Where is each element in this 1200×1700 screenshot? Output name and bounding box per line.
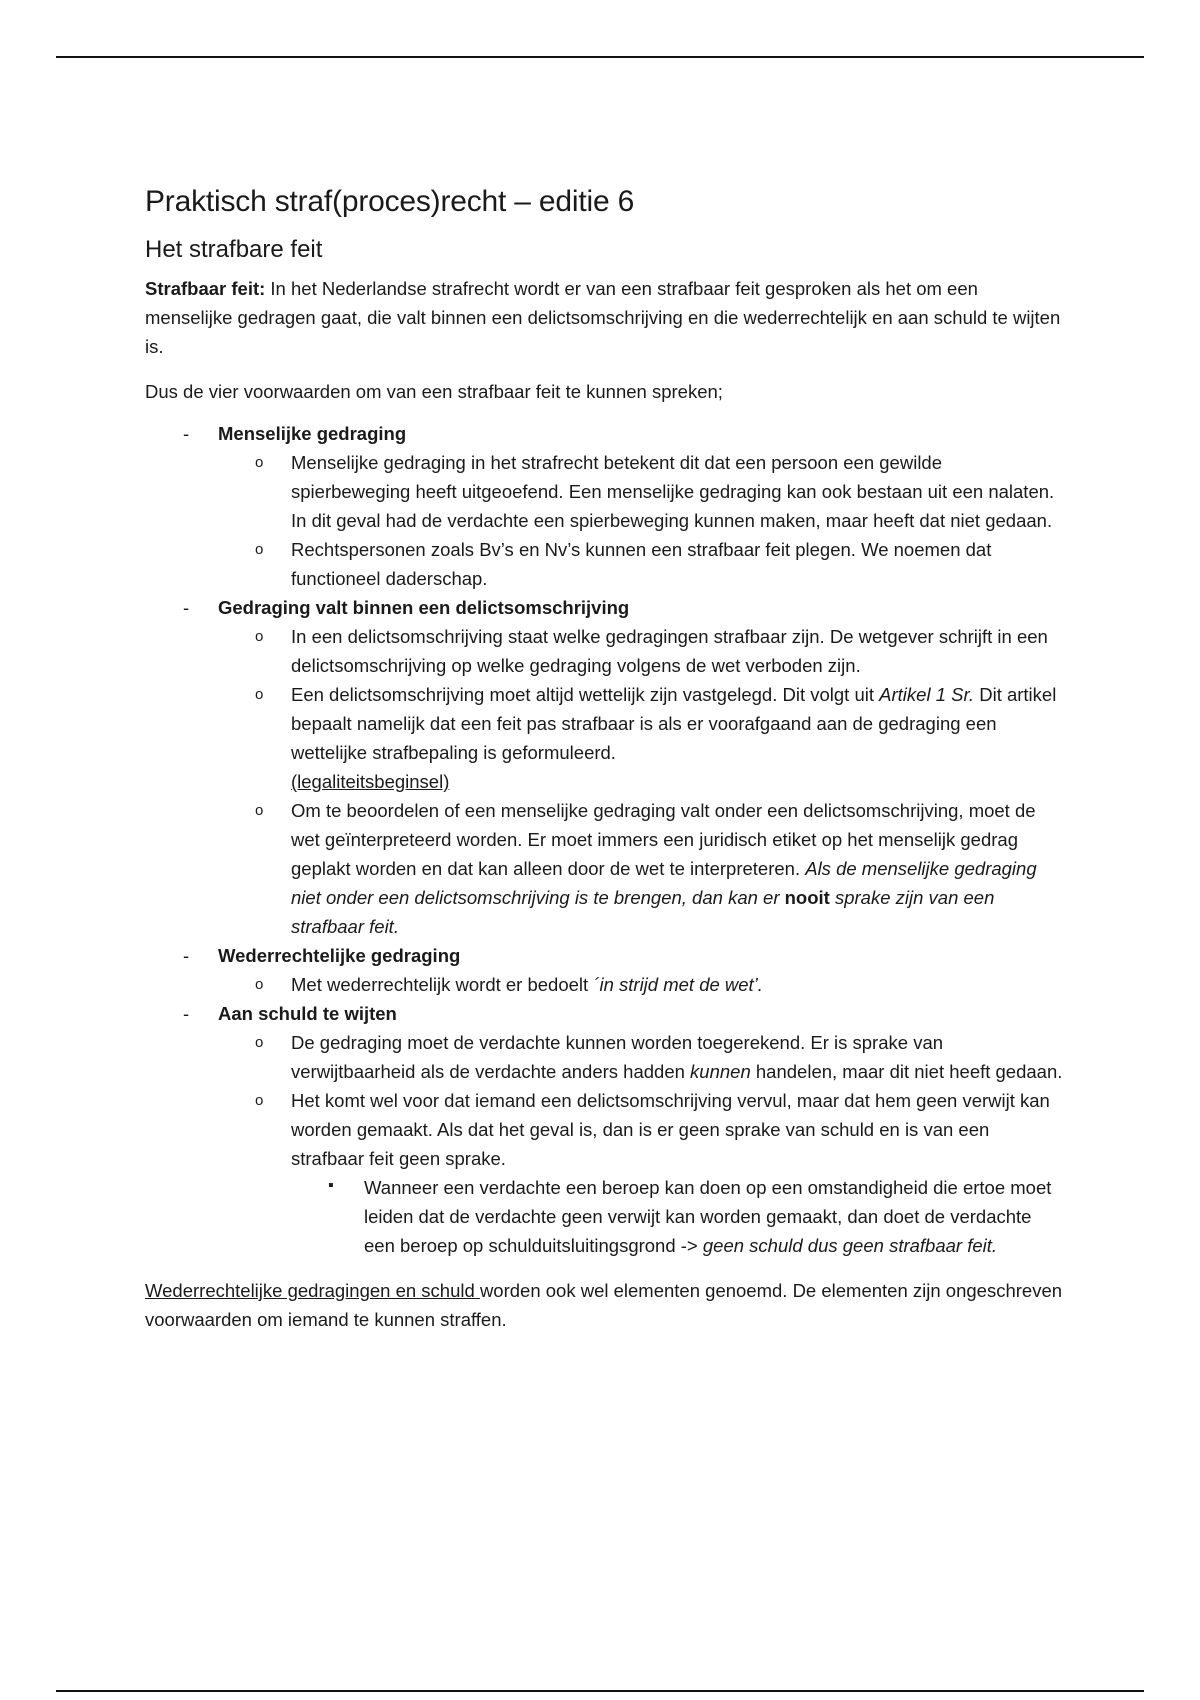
section-heading: Het strafbare feit	[145, 236, 323, 263]
point-text: De gedraging moet de verdachte kunnen worden toegerekend. Er is sprake van verwijtbaarheid als de verdachte anders hadden	[291, 1032, 944, 1082]
circle-bullet: o	[255, 541, 264, 558]
list-item	[145, 970, 1065, 999]
dash-bullet: -	[183, 1003, 190, 1024]
condition-label: Wederrechtelijke gedraging	[218, 945, 461, 966]
italic-text: ´in strijd met de wet’.	[593, 974, 763, 995]
point-text: Met wederrechtelijk wordt er bedoelt	[291, 974, 594, 995]
legality-principle: (legaliteitsbeginsel)	[291, 771, 450, 792]
list-item	[145, 1086, 1065, 1260]
list-item	[145, 593, 1065, 941]
list-item	[145, 535, 1065, 593]
list-item	[145, 622, 1065, 680]
definition-text: In het Nederlandse strafrecht wordt er van een strafbaar feit gesproken als het om een menselijke gedragen gaat, die valt binnen een delictsomschrijving en die wederrechtelijk en aan schuld te wijten is.	[145, 278, 1061, 357]
sub-list	[218, 970, 1065, 999]
footer-rule	[56, 1690, 1144, 1692]
point-text: handelen, maar dit niet heeft gedaan.	[750, 1061, 1063, 1082]
list-item	[145, 999, 1065, 1260]
header-rule	[56, 56, 1144, 58]
circle-bullet: o	[255, 1034, 264, 1051]
italic-text: kunnen	[690, 1061, 751, 1082]
list-item	[145, 941, 1065, 999]
list-item	[145, 419, 1065, 593]
circle-bullet: o	[255, 802, 264, 819]
sub-list	[218, 448, 1065, 593]
closing-underlined: Wederrechtelijke gedragingen en schuld	[145, 1280, 480, 1301]
closing-paragraph	[145, 1276, 1065, 1334]
point-text: Rechtspersonen zoals Bv’s en Nv’s kunnen een strafbaar feit plegen. We noemen dat functioneel daderschap.	[291, 539, 992, 589]
sub-list	[218, 622, 1065, 941]
dash-bullet: -	[183, 423, 190, 444]
emphasis-nooit: nooit	[784, 887, 830, 908]
point-text: In een delictsomschrijving staat welke gedragingen strafbaar zijn. De wetgever schrijft in een delictsomschrijving op welke gedraging volgens de wet verboden zijn.	[291, 626, 1048, 676]
definition-term: Strafbaar feit:	[145, 278, 266, 299]
list-item	[145, 1028, 1065, 1086]
condition-label: Aan schuld te wijten	[218, 1003, 397, 1024]
italic-part: Als de menselijke gedraging niet onder een delictsomschrijving is te brengen, dan kan er	[291, 858, 1037, 908]
italic-part: sprake zijn van een strafbaar feit.	[291, 887, 995, 937]
square-bullet: ▪	[328, 1177, 334, 1194]
circle-bullet: o	[255, 686, 264, 703]
point-text: Wanneer een verdachte een beroep kan doen op een omstandigheid die ertoe moet leiden dat de verdachte geen verwijt kan worden gemaakt, dan doet de verdachte een beroep op schulduitsluitingsgrond ->	[364, 1177, 1052, 1256]
circle-bullet: o	[255, 454, 264, 471]
list-item	[145, 796, 1065, 941]
circle-bullet: o	[255, 628, 264, 645]
point-text: Dit artikel bepaalt namelijk dat een feit pas strafbaar is als er voorafgaand aan de gedraging een wettelijke strafbepaling is geformuleerd.	[291, 684, 1057, 763]
condition-label: Menselijke gedraging	[218, 423, 407, 444]
list-item	[145, 680, 1065, 796]
conditions-list	[145, 419, 1065, 1260]
list-item	[145, 1173, 1065, 1260]
intro-paragraph: Dus de vier voorwaarden om van een strafbaar feit te kunnen spreken;	[145, 381, 723, 402]
italic-text: geen schuld dus geen strafbaar feit.	[702, 1235, 998, 1256]
condition-label: Gedraging valt binnen een delictsomschrijving	[218, 597, 630, 618]
circle-bullet: o	[255, 1092, 264, 1109]
dash-bullet: -	[183, 597, 190, 618]
point-text: Om te beoordelen of een menselijke gedraging valt onder een delictsomschrijving, moet de wet geïnterpreteerd worden. Er moet immers een juridisch etiket op het menselijk gedrag geplakt worden en dat kan alleen door de wet te interpreteren.	[291, 800, 1036, 879]
circle-bullet: o	[255, 976, 264, 993]
dash-bullet: -	[183, 945, 190, 966]
sub-sub-list	[291, 1173, 1065, 1260]
point-text: Een delictsomschrijving moet altijd wettelijk zijn vastgelegd. Dit volgt uit	[291, 684, 880, 705]
definition-paragraph	[145, 274, 1065, 361]
closing-text: worden ook wel elementen genoemd. De elementen zijn ongeschreven voorwaarden om iemand te kunnen straffen.	[145, 1280, 1063, 1330]
document-body	[145, 178, 1065, 1334]
point-text: Menselijke gedraging in het strafrecht betekent dit dat een persoon een gewilde spierbeweging heeft uitgeoefend. Een menselijke gedraging kan ook bestaan uit een nalaten. In dit geval had de verdachte een spierbeweging kunnen maken, maar heeft dat niet gedaan.	[291, 452, 1055, 531]
article-reference: Artikel 1 Sr.	[879, 684, 975, 705]
list-item	[145, 448, 1065, 535]
sub-list	[218, 1028, 1065, 1260]
document-title: Praktisch straf(proces)recht – editie 6	[145, 185, 635, 218]
point-text: Het komt wel voor dat iemand een delictsomschrijving vervul, maar dat hem geen verwijt kan worden gemaakt. Als dat het geval is, dan is er geen sprake van schuld en is van een strafbaar feit geen sprake.	[291, 1090, 1050, 1169]
